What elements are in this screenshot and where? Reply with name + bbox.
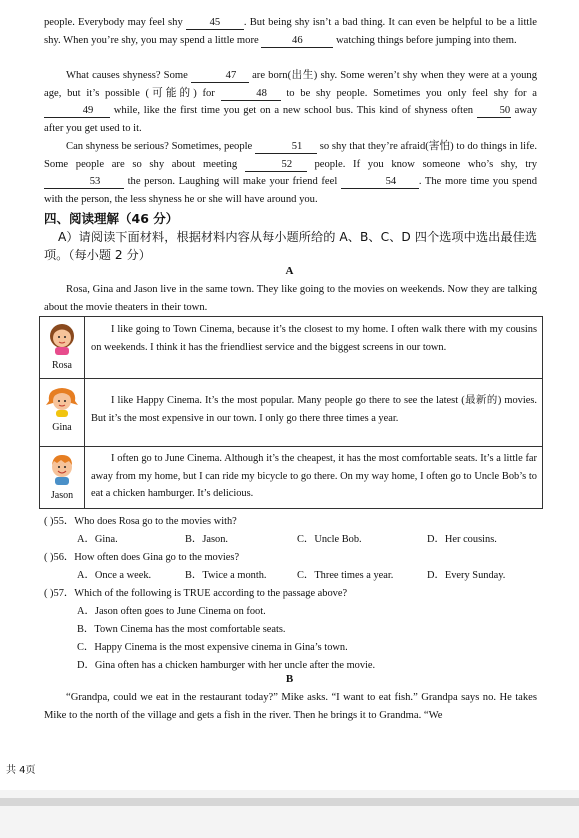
person-cell <box>40 447 85 509</box>
section-title: 四、阅读理解（46 分） <box>44 211 179 226</box>
cloze-paragraph-1: people. Everybody may feel shy 45 . But being shy isn’t a bad thing. It can even be helpful to be a little shy. When you’re shy, you may spend a little more 46 watching things before jumping into them. <box>44 17 537 46</box>
blank-50: 50 <box>477 105 511 118</box>
viewer-scroll-band[interactable] <box>0 798 579 806</box>
person-opinion: I often go to June Cinema. Although it’s the cheapest, it has the most comfortable seats. It’s a little far away from my home, but I can ride my bicycle to go there. On my way home, I often go to Uncle Bob’s to eat a chicken hamburger. It’s delicious. <box>85 447 543 509</box>
person-name: Jason <box>50 490 74 501</box>
blank-49: 49 <box>44 105 110 118</box>
option-d: D．Every Sunday. <box>427 570 506 581</box>
person-name: Gina <box>52 422 72 433</box>
cinema-opinions-table <box>39 316 543 509</box>
option-b: B．Town Cinema has the most comfortable seats. <box>77 624 286 635</box>
section-instruction: A）请阅读下面材料，根据材料内容从每小题所给的 A、B、C、D 四个选项中选出最佳选项。（每小题 2 分） <box>44 230 537 262</box>
rosa-avatar-icon <box>45 321 79 355</box>
person-cell <box>40 317 85 379</box>
option-b: B．Jason. <box>185 534 229 545</box>
person-cell <box>40 379 85 447</box>
cloze-paragraph-3: Can shyness be serious? Sometimes, people 51 so shy that they’re afraid(害怕) to do things in life. Some people are so shy about meeting 52 people. If you know someone who’s shy, try 53 the person. Laughing will make your friend feel 54 . The more time you spend with the person, the less shyness he or she will have around you. <box>44 140 537 205</box>
blank-53: 53 <box>44 176 124 189</box>
table-row <box>40 379 543 447</box>
table-row <box>40 447 543 509</box>
person-opinion: I like Happy Cinema. It’s the most popular. Many people go there to see the latest (最新的) movies. But it’s the most expensive in our town. I only go there three times a year. <box>85 379 543 447</box>
option-d: D．Gina often has a chicken hamburger with her uncle after the movie. <box>77 660 376 671</box>
option-c: C．Three times a year. <box>297 570 394 581</box>
blank-52: 52 <box>245 159 307 172</box>
blank-45: 45 <box>186 17 244 30</box>
gina-avatar-icon <box>45 383 79 417</box>
option-b: B．Twice a month. <box>185 570 267 581</box>
passage-b-letter: B <box>285 673 294 685</box>
page-count-footer: 共 4页 <box>6 765 36 776</box>
question-56: ( )56．How often does Gina go to the movies? <box>44 552 240 563</box>
cloze-paragraph-2: What causes shyness? Some 47 are born(出生) shy. Some weren’t shy when they were at a young age, but it’s possible (可能的) for 48 to be shy people. Sometimes you only feel shy for a 49 while, like the first time you get on a new school bus. This kind of shyness often 50 away after you get used to it. <box>44 69 538 134</box>
question-55: ( )55．Who does Rosa go to the movies with? <box>44 516 237 527</box>
passage-a-letter: A <box>285 265 294 277</box>
option-a: A．Once a week. <box>77 570 152 581</box>
option-c: C．Happy Cinema is the most expensive cinema in Gina’s town. <box>77 642 348 653</box>
jason-avatar-icon <box>45 451 79 485</box>
option-a: A．Gina. <box>77 534 118 545</box>
question-57: ( )57．Which of the following is TRUE according to the passage above? <box>44 588 348 599</box>
blank-47: 47 <box>191 70 249 83</box>
option-d: D．Her cousins. <box>427 534 497 545</box>
table-row <box>40 317 543 379</box>
option-a: A．Jason often goes to June Cinema on foot. <box>77 606 266 617</box>
option-c: C．Uncle Bob. <box>297 534 362 545</box>
blank-46: 46 <box>261 35 333 48</box>
passage-a-intro: Rosa, Gina and Jason live in the same town. They like going to the movies on weekends. Now they are talking about the movie theaters in their town. <box>44 284 537 313</box>
blank-48: 48 <box>221 88 281 101</box>
blank-54: 54 <box>341 176 419 189</box>
person-opinion: I like going to Town Cinema, because it’s the closest to my home. I often walk there with my cousins on weekends. I think it has the friendliest service and the biggest screens in our town. <box>85 317 543 379</box>
passage-b-text: “Grandpa, could we eat in the restaurant today?” Mike asks. “I want to eat fish.” Grandpa says no. He takes Mike to the north of the village and gets a fish in the river. Then he brings it to Grandma. “We <box>44 692 537 721</box>
blank-51: 51 <box>255 141 317 154</box>
person-name: Rosa <box>52 360 72 371</box>
